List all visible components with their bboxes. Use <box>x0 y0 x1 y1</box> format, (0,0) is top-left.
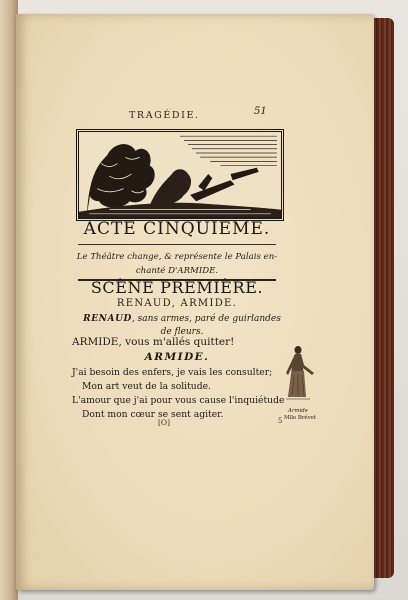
scene-note-line-1 <box>82 313 282 326</box>
verse-line-3: L'amour que j'ai pour vous cause l'inquiétude <box>72 395 285 406</box>
stage-direction-line-2: chanté D'ARMIDE. <box>135 266 219 276</box>
book-page <box>16 14 374 590</box>
scene-note-line-2: de fleurs. <box>160 327 204 337</box>
scene-note-name: RENAUD <box>83 314 132 324</box>
speaker-name: ARMIDE. <box>144 351 210 363</box>
scene-title: SCÈNE PREMIÈRE. <box>90 278 264 297</box>
woodcut-headpiece <box>76 129 284 221</box>
costume-figure-illustration <box>278 345 322 401</box>
act-title: ACTE CINQUIEME. <box>83 219 271 239</box>
page-number: 51 <box>254 106 267 117</box>
stage-direction <box>76 250 278 278</box>
verse-line-1: J'ai besoin des enfers, je vais les consulter; <box>72 367 273 378</box>
figure-drawing <box>278 345 322 401</box>
scene-note-text: , sans armes, paré de guirlandes <box>131 314 281 324</box>
figure-caption-name: Armide <box>288 408 308 414</box>
rule-under-act-title <box>78 244 276 245</box>
verse-line-2: Mon art veut de la solitude. <box>82 381 211 392</box>
running-head: TRAGÉDIE. <box>129 110 200 121</box>
figure-caption-actor: Mlle Brévet <box>284 415 317 421</box>
verse-line-4: Dont mon cœur se sent agiter. <box>82 409 224 420</box>
book-cover-right-edge <box>372 18 394 578</box>
signature-mark: [O] <box>158 418 171 427</box>
stage-direction-line-1: Le Théâtre change, & représente le Palais en- <box>76 252 278 262</box>
cast-list: RENAUD, ARMIDE. <box>116 298 238 309</box>
woodcut-illustration <box>79 132 281 218</box>
footer-mark: 5 <box>278 417 283 425</box>
verse-opening-line: ARMIDE, vous m'allés quitter! <box>72 336 235 348</box>
